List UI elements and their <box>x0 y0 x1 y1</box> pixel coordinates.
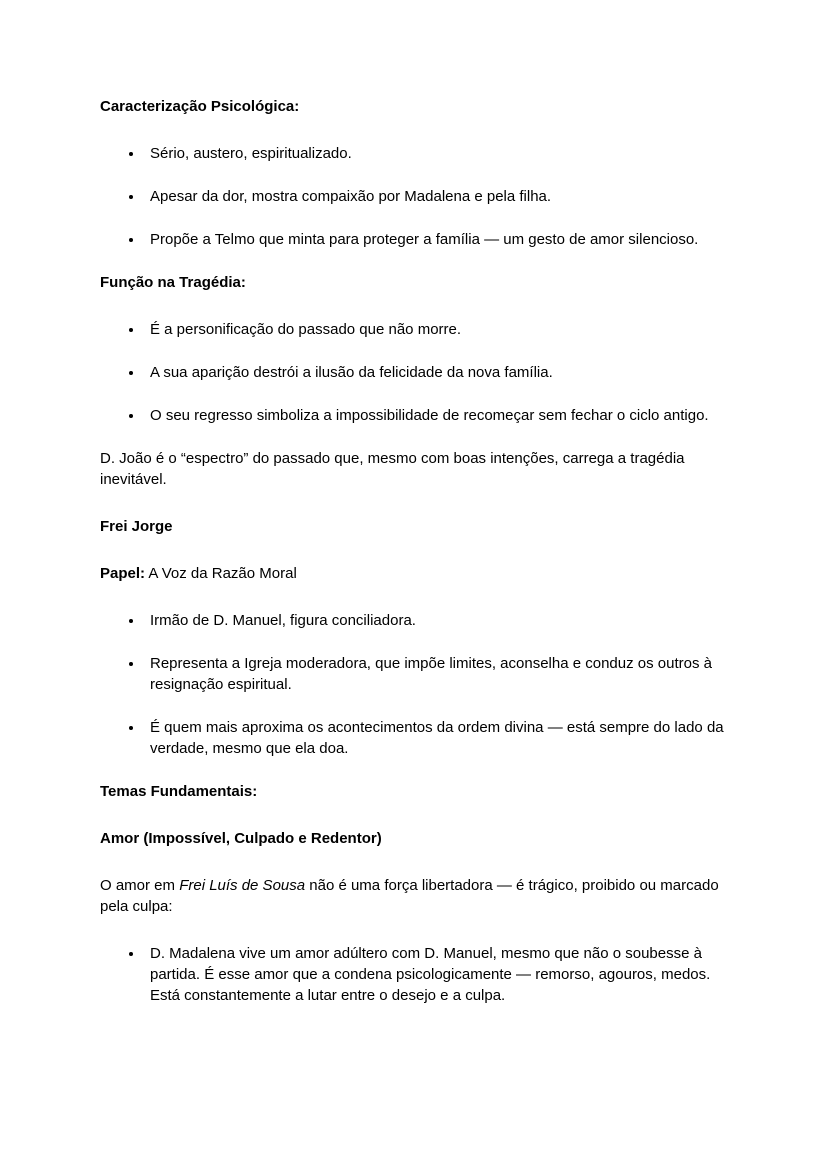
heading-caracterizacao-psicologica: Caracterização Psicológica: <box>100 98 300 115</box>
list-item: • O seu regresso simboliza a impossibilidade de recomeçar sem fechar o ciclo antigo. <box>144 405 730 426</box>
list-item: • Apesar da dor, mostra compaixão por Madalena e pela filha. <box>144 186 730 207</box>
paragraph-amor-intro <box>100 875 730 917</box>
papel-label: Papel: <box>100 565 146 582</box>
list-item: • Irmão de D. Manuel, figura conciliadora. <box>144 610 730 631</box>
heading-frei-jorge: Frei Jorge <box>100 518 173 535</box>
list-item: • D. Madalena vive um amor adúltero com D. Manuel, mesmo que não o soubesse à partida. É esse amor que a condena psicologicamente — remorso, agouros, medos. Está constantemente a lutar entre o desejo e a culpa. <box>144 943 730 1006</box>
amor-intro-pre: O amor em <box>100 877 180 894</box>
funcao-bullet-list <box>100 319 730 426</box>
heading-amor-impossivel: Amor (Impossível, Culpado e Redentor) <box>100 830 382 847</box>
heading-funcao-na-tragedia: Função na Tragédia: <box>100 274 246 291</box>
list-item: • Representa a Igreja moderadora, que impõe limites, aconselha e conduz os outros à resignação espiritual. <box>144 653 730 695</box>
caracterizacao-bullet-list <box>100 143 730 250</box>
paragraph-papel <box>100 563 730 584</box>
papel-text: A Voz da Razão Moral <box>145 565 297 582</box>
list-item: • É a personificação do passado que não morre. <box>144 319 730 340</box>
list-item: • A sua aparição destrói a ilusão da felicidade da nova família. <box>144 362 730 383</box>
amor-intro-post: não é uma força libertadora — é trágico, proibido ou marcado pela culpa: <box>100 877 719 915</box>
list-item: • Propõe a Telmo que minta para proteger a família — um gesto de amor silencioso. <box>144 229 730 250</box>
paragraph-djoao-espectro: D. João é o “espectro” do passado que, mesmo com boas intenções, carrega a tragédia inevitável. <box>100 450 685 488</box>
amor-intro-title: Frei Luís de Sousa <box>179 877 306 894</box>
list-item: • É quem mais aproxima os acontecimentos da ordem divina — está sempre do lado da verdade, mesmo que ela doa. <box>144 717 730 759</box>
list-item: • Sério, austero, espiritualizado. <box>144 143 730 164</box>
heading-temas-fundamentais: Temas Fundamentais: <box>100 783 258 800</box>
frei-jorge-bullet-list <box>100 610 730 759</box>
amor-bullet-list <box>100 943 730 1006</box>
